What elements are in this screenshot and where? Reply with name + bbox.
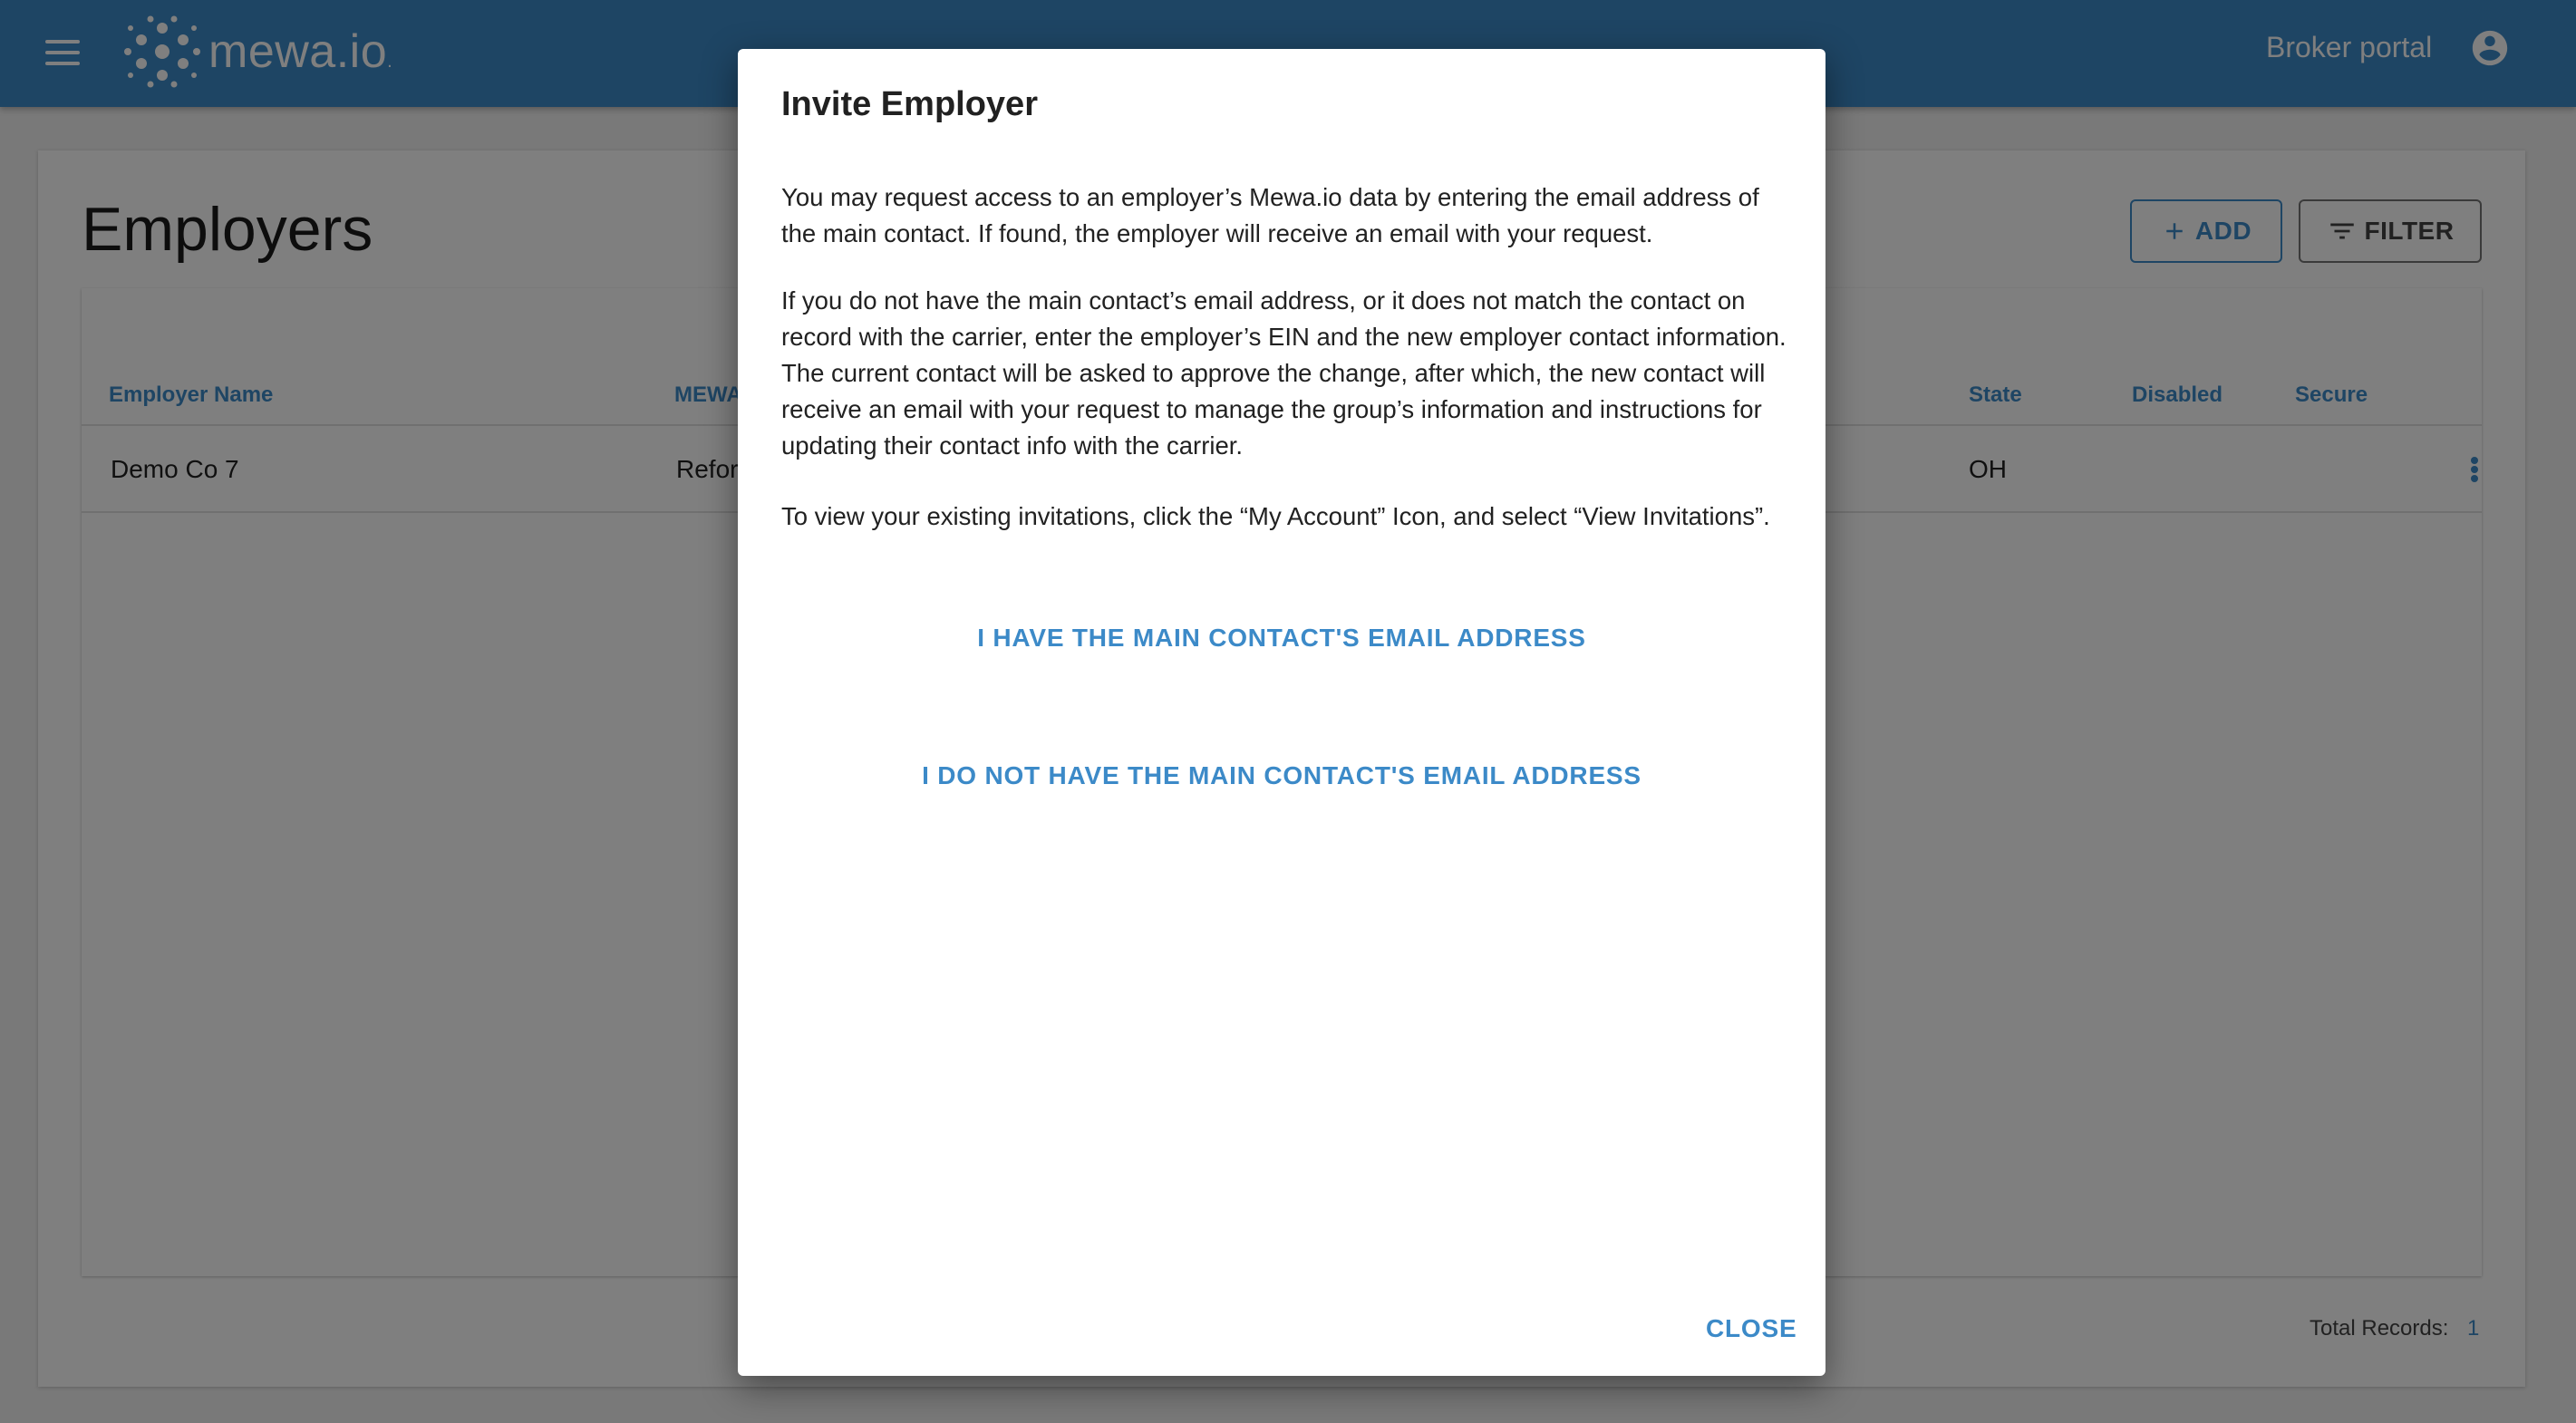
dialog-paragraph-no-email: If you do not have the main contact’s email address, or it does not match the contact on record with the carrier, enter the employer’s EIN and the new employer contact information. The current contact will be asked to approve the change, after which, the new contact will receive an email with your request to manage the group’s information and instructions for updating their contact info with the carrier. bbox=[781, 286, 1787, 460]
have-email-button[interactable]: I HAVE THE MAIN CONTACT'S EMAIL ADDRESS bbox=[738, 624, 1825, 653]
dialog-paragraph-email-access: You may request access to an employer’s Mewa.io data by entering the email address of the main contact. If found, the employer will receive an email with your request. bbox=[781, 183, 1759, 247]
dialog-title: Invite Employer bbox=[781, 85, 1038, 123]
close-button[interactable]: CLOSE bbox=[1706, 1314, 1797, 1342]
dialog-paragraph-view-invitations: To view your existing invitations, click the “My Account” Icon, and select “View Invitations”. bbox=[781, 502, 1770, 530]
no-email-button[interactable]: I DO NOT HAVE THE MAIN CONTACT'S EMAIL ADDRESS bbox=[738, 761, 1825, 790]
invite-employer-dialog bbox=[738, 49, 1825, 1376]
